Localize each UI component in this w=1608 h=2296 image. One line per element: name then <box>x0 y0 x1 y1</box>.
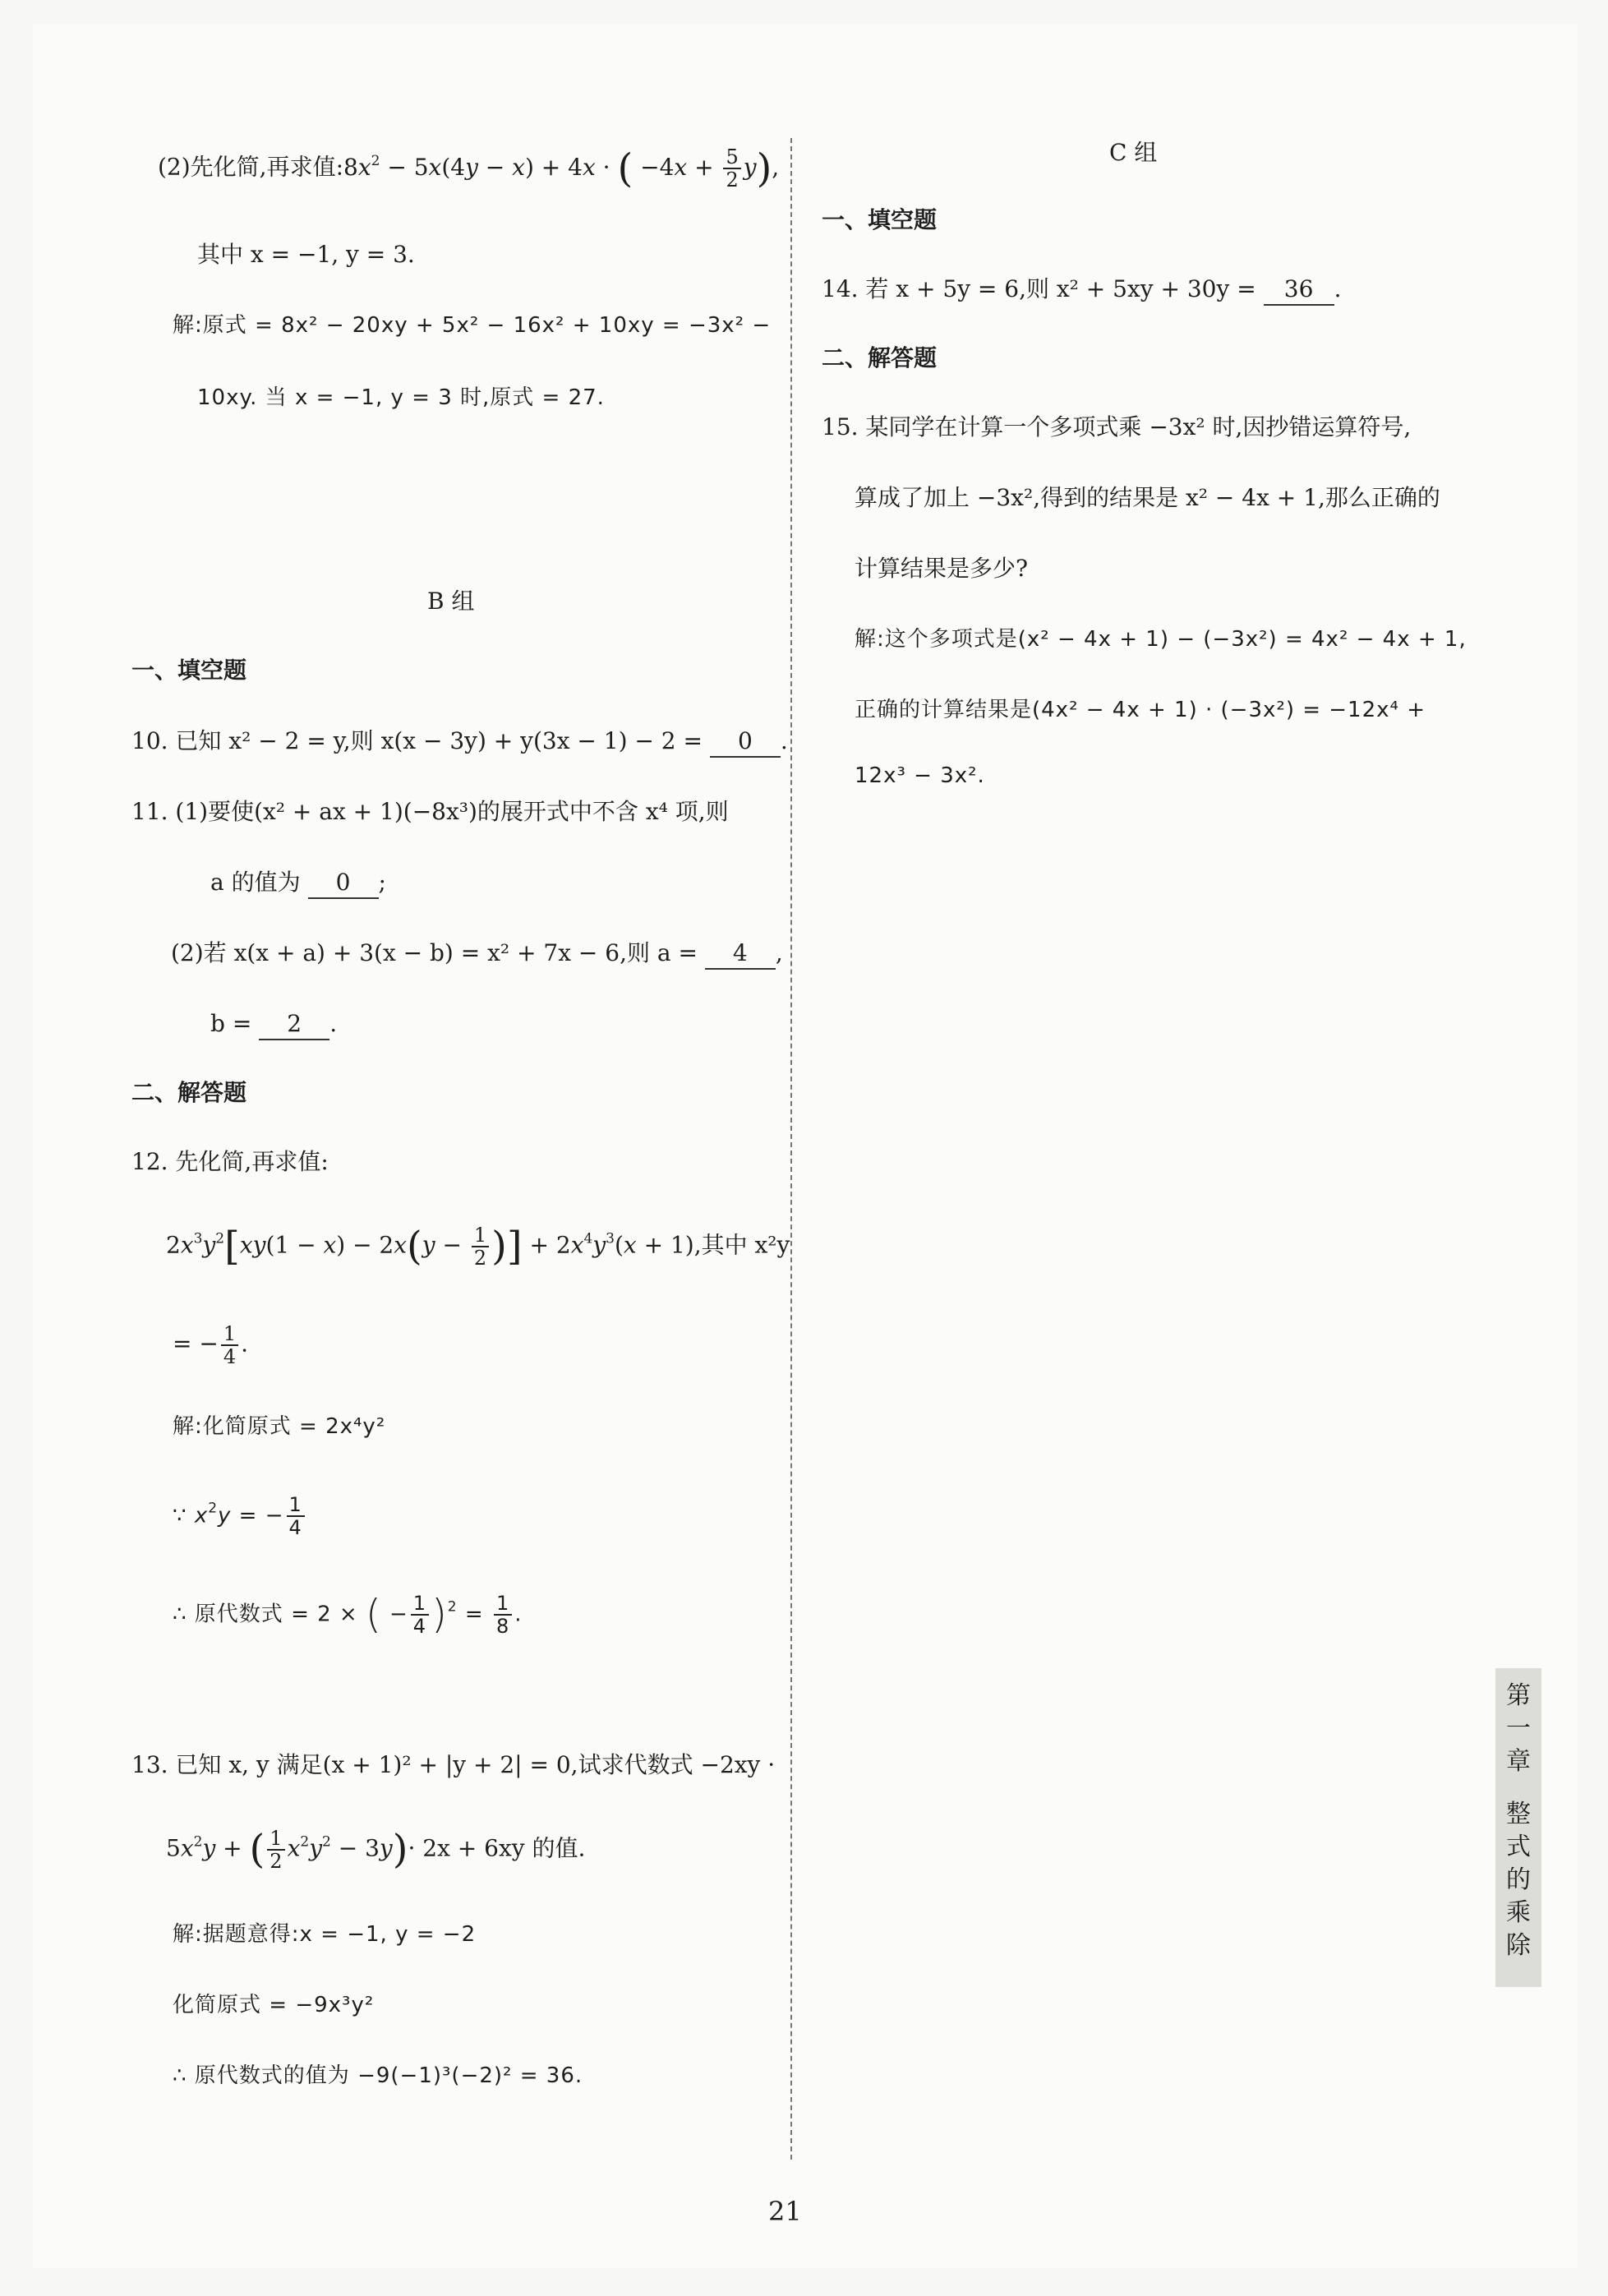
q11-part2-text: (2)若 x(x + a) + 3(x − b) = x² + 7x − 6,则 a = <box>171 939 698 966</box>
q13-solution-line-3: ∴ 原代数式的值为 −9(−1)³(−2)² = 36. <box>173 2063 583 2088</box>
fill-in-heading-c: 一、填空题 <box>822 206 938 233</box>
q13-tail: · 2x + 6xy 的值. <box>408 1834 586 1862</box>
q13-solution-line-2: 化简原式 = −9x³y² <box>173 1993 375 2017</box>
side-tab-char: 第 <box>1506 1681 1531 1710</box>
q12-solution-line-2: ∵ $x^2y$ = − $\frac{1}{4}$ <box>173 1494 307 1538</box>
q11-part2-b-answer: 2 <box>259 1009 329 1040</box>
q11-part1-answer: 0 <box>308 868 379 899</box>
q11-part2-a-answer: 4 <box>705 938 776 970</box>
q13-solution-line-1: 解:据题意得:x = −1, y = −2 <box>173 1922 477 1947</box>
q9-2-given: 其中 x = −1, y = 3. <box>197 241 415 268</box>
chapter-side-tab <box>1495 1668 1541 1987</box>
q10: 10. 已知 x² − 2 = y,则 x(x − 3y) + y(3x − 1) − 2 = 0 . <box>131 726 788 758</box>
q12-title: 12. 先化简,再求值: <box>131 1148 329 1175</box>
side-tab-char: 章 <box>1506 1747 1531 1776</box>
solve-heading-c: 二、解答题 <box>822 344 938 371</box>
q9-2-solution-line-1: 解:原式 = 8x² − 20xy + 5x² − 16x² + 10xy = −3x² − <box>173 313 772 338</box>
q10-answer: 0 <box>710 726 781 758</box>
q12-expression: $2x^3y^2[xy(1 - x) - 2x(y$ − $\frac{1}{2}$ )] + $2x^4y^3(x + 1)$,其中 x²y <box>166 1223 790 1270</box>
q15-solution-line-2: 正确的计算结果是(4x² − 4x + 1) · (−3x²) = −12x⁴ + <box>855 698 1426 722</box>
side-tab-char: 的 <box>1506 1865 1531 1894</box>
column-divider <box>790 138 792 2160</box>
q14-answer: 36 <box>1264 274 1334 306</box>
q14-text: 14. 若 x + 5y = 6,则 x² + 5xy + 30y = <box>822 275 1256 302</box>
q9-2-line <box>158 146 779 191</box>
q12-solution-line-3: ∴ 原代数式 = 2 × ( − $\frac{1}{4}$ )$^2$ = $\frac{1}{8}$ . <box>173 1591 523 1638</box>
group-c-title: C 组 <box>1109 139 1158 166</box>
q11-part2-b-label: b = <box>210 1010 252 1037</box>
q13-line1: 13. 已知 x, y 满足(x + 1)² + |y + 2| = 0,试求代数式 −2xy · <box>131 1751 776 1778</box>
q12-condition: = − $\frac{1}{4}$ . <box>173 1322 249 1368</box>
q11-part1-text: a 的值为 <box>210 869 301 896</box>
q11-part2-line1: (2)若 x(x + a) + 3(x − b) = x² + 7x − 6,则 a = 4 , <box>171 938 783 970</box>
q11-part1-line1: 11. (1)要使(x² + ax + 1)(−8x³)的展开式中不含 x⁴ 项,则 <box>131 798 729 825</box>
q12-solution-line-1: 解:化简原式 = 2x⁴y² <box>173 1414 386 1439</box>
q15-solution-line-1: 解:这个多项式是(x² − 4x + 1) − (−3x²) = 4x² − 4x + 1, <box>855 627 1467 652</box>
side-tab-char: 除 <box>1506 1931 1531 1960</box>
side-tab-char: 乘 <box>1506 1898 1531 1927</box>
q12-where: ,其中 x²y <box>693 1231 790 1259</box>
q11-part1-line2: a 的值为 0 ; <box>210 868 386 899</box>
side-tab-char: 一 <box>1506 1714 1531 1743</box>
q15-line1: 15. 某同学在计算一个多项式乘 −3x² 时,因抄错运算符号, <box>822 413 1412 440</box>
solve-heading-b: 二、解答题 <box>131 1079 247 1106</box>
side-tab-char: 整 <box>1506 1800 1531 1828</box>
group-b-title: B 组 <box>427 588 475 615</box>
q9-2-question: (2)先化简,再求值: <box>158 153 343 181</box>
q13-line2: $5x^2y$ + ( $\frac{1}{2}$ $x^2y^2 - 3y)\cdot 2x + 6xy$ 的值. <box>166 1826 586 1873</box>
q9-2-solution-line-2: 10xy. 当 x = −1, y = 3 时,原式 = 27. <box>197 385 605 410</box>
q15-line2: 算成了加上 −3x²,得到的结果是 x² − 4x + 1,那么正确的 <box>855 484 1440 511</box>
q15-solution-line-3: 12x³ − 3x². <box>855 763 985 788</box>
q15-line3: 计算结果是多少? <box>855 555 1029 582</box>
q14: 14. 若 x + 5y = 6,则 x² + 5xy + 30y = 36 . <box>822 274 1341 306</box>
side-tab-char: 式 <box>1506 1833 1531 1861</box>
q11-part2-line2: b = 2 . <box>210 1009 337 1040</box>
page-number: 21 <box>768 2196 802 2227</box>
q10-text: 10. 已知 x² − 2 = y,则 x(x − 3y) + y(3x − 1) − 2 = <box>131 727 703 754</box>
fill-in-heading-b: 一、填空题 <box>131 657 247 684</box>
q9-2-expression: $8x^2 - 5x(4y - x) + 4x$ · ( −4x + $\frac{5}{2}$ y), <box>343 145 780 191</box>
